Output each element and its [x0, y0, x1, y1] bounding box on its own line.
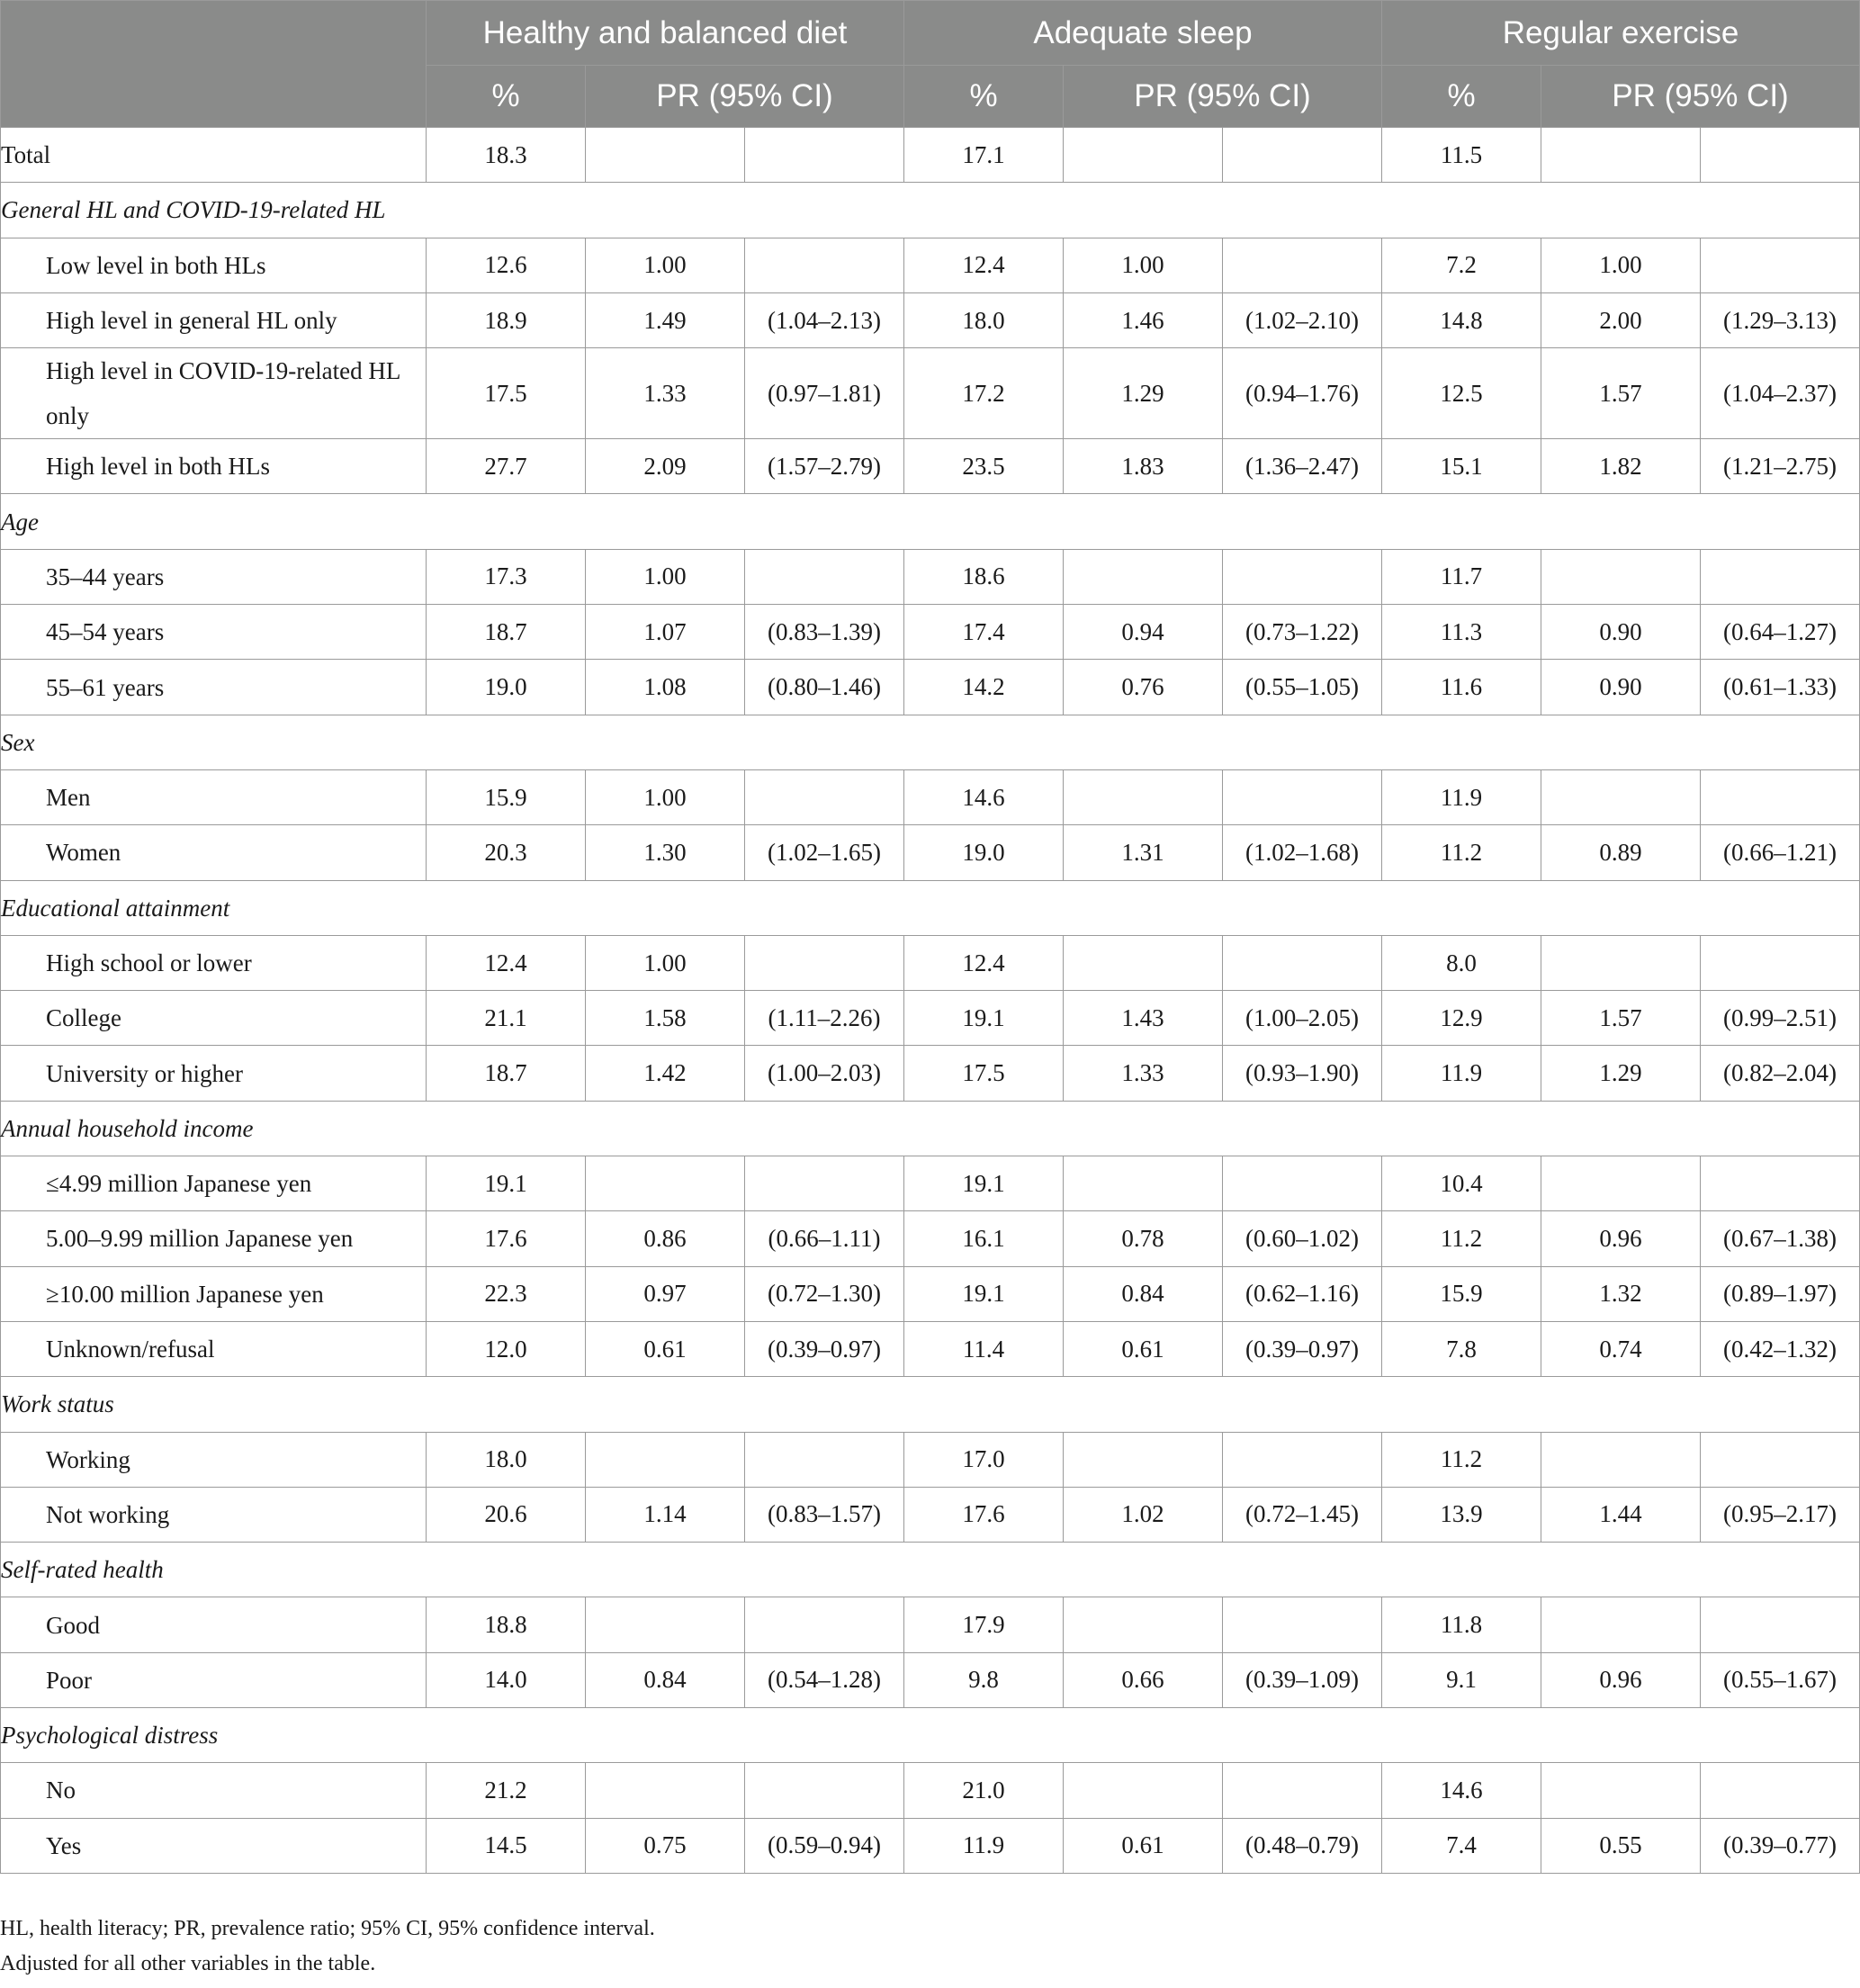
percent-cell: 11.2 [1382, 825, 1541, 880]
percent-cell: 20.3 [427, 825, 586, 880]
ci-cell: (0.62–1.16) [1223, 1266, 1382, 1321]
pr-cell: 1.00 [586, 769, 745, 824]
row-label: 5.00–9.99 million Japanese yen [1, 1211, 427, 1266]
ci-cell: (0.61–1.33) [1701, 660, 1860, 715]
percent-cell: 18.7 [427, 1046, 586, 1101]
pr-cell: 1.29 [1064, 348, 1223, 439]
pr-cell: 1.29 [1541, 1046, 1701, 1101]
header-pr-ci: PR (95% CI) [1064, 66, 1382, 128]
ci-cell: (0.80–1.46) [745, 660, 904, 715]
header-group-sleep: Adequate sleep [904, 1, 1382, 66]
pr-cell: 1.33 [586, 348, 745, 439]
pr-cell [1064, 769, 1223, 824]
row-label: Total [1, 128, 427, 183]
table-row [1, 128, 1860, 183]
pr-cell [1541, 769, 1701, 824]
percent-cell: 27.7 [427, 439, 586, 494]
category-label: Educational attainment [1, 880, 1860, 935]
table-notes [0, 1912, 655, 1982]
row-label: Unknown/refusal [1, 1321, 427, 1376]
pr-cell: 0.94 [1064, 605, 1223, 660]
percent-cell: 7.4 [1382, 1818, 1541, 1873]
pr-cell [1541, 128, 1701, 183]
percent-cell: 14.6 [904, 769, 1064, 824]
percent-cell: 20.6 [427, 1487, 586, 1542]
pr-cell: 0.90 [1541, 605, 1701, 660]
pr-cell: 1.08 [586, 660, 745, 715]
row-label: Not working [1, 1487, 427, 1542]
pr-cell: 0.76 [1064, 660, 1223, 715]
pr-cell [1064, 935, 1223, 990]
percent-cell: 13.9 [1382, 1487, 1541, 1542]
pr-cell: 0.66 [1064, 1652, 1223, 1707]
percent-cell: 21.0 [904, 1763, 1064, 1818]
ci-cell [745, 1432, 904, 1487]
ci-cell: (0.66–1.11) [745, 1211, 904, 1266]
row-label: Good [1, 1597, 427, 1652]
percent-cell: 12.4 [904, 935, 1064, 990]
percent-cell: 7.2 [1382, 238, 1541, 292]
ci-cell: (0.73–1.22) [1223, 605, 1382, 660]
table-row [1, 1652, 1860, 1707]
pr-cell: 0.84 [586, 1652, 745, 1707]
ci-cell [1223, 769, 1382, 824]
table-row [1, 825, 1860, 880]
pr-cell [1541, 1597, 1701, 1652]
percent-cell: 11.3 [1382, 605, 1541, 660]
ci-cell [745, 1597, 904, 1652]
pr-cell: 1.83 [1064, 439, 1223, 494]
table-row [1, 1321, 1860, 1376]
pr-cell [1064, 1763, 1223, 1818]
header-corner [1, 1, 427, 128]
percent-cell: 18.3 [427, 128, 586, 183]
pr-cell: 0.84 [1064, 1266, 1223, 1321]
pr-cell: 1.42 [586, 1046, 745, 1101]
table-row [1, 1156, 1860, 1211]
percent-cell: 12.4 [427, 935, 586, 990]
ci-cell [1701, 1156, 1860, 1211]
ci-cell: (1.11–2.26) [745, 991, 904, 1046]
pr-cell: 1.00 [586, 549, 745, 604]
percent-cell: 17.5 [904, 1046, 1064, 1101]
percent-cell: 14.8 [1382, 292, 1541, 347]
pr-cell: 0.96 [1541, 1211, 1701, 1266]
percent-cell: 11.2 [1382, 1211, 1541, 1266]
table-row [1, 1818, 1860, 1873]
pr-cell: 1.00 [586, 935, 745, 990]
ci-cell [745, 769, 904, 824]
row-label: High school or lower [1, 935, 427, 990]
percent-cell: 18.9 [427, 292, 586, 347]
pr-cell: 1.00 [586, 238, 745, 292]
ci-cell: (0.99–2.51) [1701, 991, 1860, 1046]
percent-cell: 12.0 [427, 1321, 586, 1376]
row-label: 35–44 years [1, 549, 427, 604]
header-percent: % [904, 66, 1064, 128]
ci-cell: (0.39–0.97) [745, 1321, 904, 1376]
ci-cell: (0.55–1.67) [1701, 1652, 1860, 1707]
pr-cell: 1.02 [1064, 1487, 1223, 1542]
percent-cell: 11.6 [1382, 660, 1541, 715]
percent-cell: 17.0 [904, 1432, 1064, 1487]
ci-cell [1701, 1763, 1860, 1818]
percent-cell: 18.0 [904, 292, 1064, 347]
percent-cell: 7.8 [1382, 1321, 1541, 1376]
percent-cell: 11.7 [1382, 549, 1541, 604]
table-row [1, 1432, 1860, 1487]
category-row [1, 715, 1860, 769]
table-row [1, 1763, 1860, 1818]
percent-cell: 15.9 [427, 769, 586, 824]
percent-cell: 14.6 [1382, 1763, 1541, 1818]
row-label: 45–54 years [1, 605, 427, 660]
ci-cell [1701, 1432, 1860, 1487]
ci-cell: (0.66–1.21) [1701, 825, 1860, 880]
percent-cell: 21.1 [427, 991, 586, 1046]
row-label: 55–61 years [1, 660, 427, 715]
row-label: Women [1, 825, 427, 880]
ci-cell [1223, 1763, 1382, 1818]
row-label: High level in COVID-19-related HL only [1, 348, 427, 439]
pr-cell [586, 1156, 745, 1211]
percent-cell: 14.0 [427, 1652, 586, 1707]
pr-cell: 0.90 [1541, 660, 1701, 715]
pr-cell [1541, 1763, 1701, 1818]
percent-cell: 14.2 [904, 660, 1064, 715]
percent-cell: 19.0 [904, 825, 1064, 880]
ci-cell [1223, 549, 1382, 604]
ci-cell: (1.04–2.13) [745, 292, 904, 347]
ci-cell: (0.64–1.27) [1701, 605, 1860, 660]
pr-cell: 1.82 [1541, 439, 1701, 494]
table-row [1, 935, 1860, 990]
percent-cell: 17.6 [904, 1487, 1064, 1542]
category-row [1, 880, 1860, 935]
percent-cell: 19.1 [427, 1156, 586, 1211]
pr-cell: 1.46 [1064, 292, 1223, 347]
pr-cell: 1.57 [1541, 348, 1701, 439]
header-percent: % [1382, 66, 1541, 128]
percent-cell: 12.9 [1382, 991, 1541, 1046]
pr-cell: 1.00 [1541, 238, 1701, 292]
percent-cell: 17.2 [904, 348, 1064, 439]
table-row [1, 549, 1860, 604]
table-header [1, 1, 1860, 128]
pr-cell: 1.07 [586, 605, 745, 660]
percent-cell: 17.9 [904, 1597, 1064, 1652]
ci-cell [745, 238, 904, 292]
header-row-groups [1, 1, 1860, 66]
pr-cell: 0.75 [586, 1818, 745, 1873]
ci-cell: (1.29–3.13) [1701, 292, 1860, 347]
category-row [1, 1708, 1860, 1763]
ci-cell: (0.42–1.32) [1701, 1321, 1860, 1376]
pr-cell [1064, 1156, 1223, 1211]
percent-cell: 9.1 [1382, 1652, 1541, 1707]
table-row [1, 605, 1860, 660]
ci-cell [1223, 935, 1382, 990]
percent-cell: 11.4 [904, 1321, 1064, 1376]
pr-cell [586, 128, 745, 183]
ci-cell: (0.93–1.90) [1223, 1046, 1382, 1101]
row-label: No [1, 1763, 427, 1818]
ci-cell: (1.57–2.79) [745, 439, 904, 494]
percent-cell: 16.1 [904, 1211, 1064, 1266]
ci-cell [1223, 238, 1382, 292]
ci-cell: (0.95–2.17) [1701, 1487, 1860, 1542]
ci-cell [1223, 1597, 1382, 1652]
ci-cell [1223, 128, 1382, 183]
percent-cell: 17.6 [427, 1211, 586, 1266]
percent-cell: 11.8 [1382, 1597, 1541, 1652]
ci-cell [1701, 128, 1860, 183]
table-row [1, 1211, 1860, 1266]
ci-cell: (0.83–1.39) [745, 605, 904, 660]
table-row [1, 348, 1860, 439]
row-label: High level in both HLs [1, 439, 427, 494]
category-label: Work status [1, 1377, 1860, 1432]
row-label: ≥10.00 million Japanese yen [1, 1266, 427, 1321]
percent-cell: 15.1 [1382, 439, 1541, 494]
ci-cell: (1.36–2.47) [1223, 439, 1382, 494]
ci-cell [745, 935, 904, 990]
ci-cell [1701, 769, 1860, 824]
ci-cell [1701, 238, 1860, 292]
ci-cell [745, 549, 904, 604]
header-pr-ci: PR (95% CI) [586, 66, 904, 128]
percent-cell: 17.4 [904, 605, 1064, 660]
pr-cell: 1.31 [1064, 825, 1223, 880]
ci-cell [745, 1156, 904, 1211]
pr-cell [1064, 549, 1223, 604]
percent-cell: 23.5 [904, 439, 1064, 494]
pr-cell [1064, 128, 1223, 183]
ci-cell: (0.48–0.79) [1223, 1818, 1382, 1873]
ci-cell: (0.59–0.94) [745, 1818, 904, 1873]
ci-cell: (1.00–2.05) [1223, 991, 1382, 1046]
pr-cell: 1.43 [1064, 991, 1223, 1046]
ci-cell: (0.97–1.81) [745, 348, 904, 439]
category-row [1, 183, 1860, 238]
row-label: Yes [1, 1818, 427, 1873]
percent-cell: 18.7 [427, 605, 586, 660]
row-label: College [1, 991, 427, 1046]
row-label: Working [1, 1432, 427, 1487]
table-row [1, 1487, 1860, 1542]
ci-cell: (0.72–1.45) [1223, 1487, 1382, 1542]
header-group-diet: Healthy and balanced diet [427, 1, 904, 66]
ci-cell [1223, 1432, 1382, 1487]
header-pr-ci: PR (95% CI) [1541, 66, 1860, 128]
percent-cell: 19.1 [904, 1266, 1064, 1321]
ci-cell: (0.94–1.76) [1223, 348, 1382, 439]
pr-cell [1541, 1432, 1701, 1487]
abbreviation-note: HL, health literacy; PR, prevalence ratio; 95% CI, 95% confidence interval. [0, 1917, 655, 1940]
pr-cell: 1.14 [586, 1487, 745, 1542]
category-label: Age [1, 494, 1860, 549]
ci-cell [1223, 1156, 1382, 1211]
percent-cell: 19.1 [904, 1156, 1064, 1211]
pr-cell: 0.61 [1064, 1321, 1223, 1376]
pr-cell [1064, 1432, 1223, 1487]
category-label: Psychological distress [1, 1708, 1860, 1763]
table-row [1, 238, 1860, 292]
percent-cell: 9.8 [904, 1652, 1064, 1707]
ci-cell: (0.83–1.57) [745, 1487, 904, 1542]
pr-cell: 1.32 [1541, 1266, 1701, 1321]
ci-cell: (1.02–1.68) [1223, 825, 1382, 880]
ci-cell: (0.54–1.28) [745, 1652, 904, 1707]
category-row [1, 1543, 1860, 1597]
percent-cell: 12.6 [427, 238, 586, 292]
percent-cell: 12.4 [904, 238, 1064, 292]
percent-cell: 18.6 [904, 549, 1064, 604]
table-row [1, 1266, 1860, 1321]
percent-cell: 17.3 [427, 549, 586, 604]
table-row [1, 292, 1860, 347]
pr-cell: 1.57 [1541, 991, 1701, 1046]
pr-cell: 1.30 [586, 825, 745, 880]
ci-cell [1701, 1597, 1860, 1652]
pr-cell: 0.61 [1064, 1818, 1223, 1873]
percent-cell: 11.5 [1382, 128, 1541, 183]
ci-cell [1701, 549, 1860, 604]
percent-cell: 18.8 [427, 1597, 586, 1652]
pr-cell: 1.49 [586, 292, 745, 347]
pr-cell: 1.44 [1541, 1487, 1701, 1542]
percent-cell: 17.1 [904, 128, 1064, 183]
pr-cell [1541, 1156, 1701, 1211]
percent-cell: 14.5 [427, 1818, 586, 1873]
percent-cell: 17.5 [427, 348, 586, 439]
ci-cell: (0.82–2.04) [1701, 1046, 1860, 1101]
pr-cell: 0.78 [1064, 1211, 1223, 1266]
category-row [1, 1377, 1860, 1432]
pr-cell: 0.89 [1541, 825, 1701, 880]
ci-cell: (1.02–2.10) [1223, 292, 1382, 347]
pr-cell: 0.61 [586, 1321, 745, 1376]
percent-cell: 15.9 [1382, 1266, 1541, 1321]
percent-cell: 11.9 [904, 1818, 1064, 1873]
ci-cell: (1.21–2.75) [1701, 439, 1860, 494]
pr-cell: 0.97 [586, 1266, 745, 1321]
percent-cell: 10.4 [1382, 1156, 1541, 1211]
pr-cell [1541, 935, 1701, 990]
ci-cell: (0.39–0.97) [1223, 1321, 1382, 1376]
row-label: High level in general HL only [1, 292, 427, 347]
pr-cell [586, 1432, 745, 1487]
ci-cell: (1.00–2.03) [745, 1046, 904, 1101]
ci-cell: (1.04–2.37) [1701, 348, 1860, 439]
row-label: ≤4.99 million Japanese yen [1, 1156, 427, 1211]
table-row [1, 660, 1860, 715]
pr-cell: 1.00 [1064, 238, 1223, 292]
ci-cell [1701, 935, 1860, 990]
pr-cell: 1.33 [1064, 1046, 1223, 1101]
pr-cell: 0.55 [1541, 1818, 1701, 1873]
percent-cell: 11.9 [1382, 1046, 1541, 1101]
pr-cell: 1.58 [586, 991, 745, 1046]
ci-cell: (0.72–1.30) [745, 1266, 904, 1321]
row-label: University or higher [1, 1046, 427, 1101]
pr-cell: 0.96 [1541, 1652, 1701, 1707]
percent-cell: 19.0 [427, 660, 586, 715]
pr-cell [1064, 1597, 1223, 1652]
ci-cell [745, 1763, 904, 1818]
table-row [1, 991, 1860, 1046]
row-label: Poor [1, 1652, 427, 1707]
row-label: Men [1, 769, 427, 824]
adjustment-note: Adjusted for all other variables in the table. [0, 1952, 376, 1975]
pr-cell [1541, 549, 1701, 604]
ci-cell: (0.60–1.02) [1223, 1211, 1382, 1266]
ci-cell: (1.02–1.65) [745, 825, 904, 880]
percent-cell: 12.5 [1382, 348, 1541, 439]
pr-cell: 2.00 [1541, 292, 1701, 347]
category-row [1, 494, 1860, 549]
pr-cell: 2.09 [586, 439, 745, 494]
ci-cell: (0.39–1.09) [1223, 1652, 1382, 1707]
percent-cell: 21.2 [427, 1763, 586, 1818]
ci-cell: (0.55–1.05) [1223, 660, 1382, 715]
pr-cell: 0.74 [1541, 1321, 1701, 1376]
header-group-exercise: Regular exercise [1382, 1, 1860, 66]
table-row [1, 1046, 1860, 1101]
table-row [1, 1597, 1860, 1652]
category-row [1, 1101, 1860, 1156]
category-label: Sex [1, 715, 1860, 769]
ci-cell: (0.67–1.38) [1701, 1211, 1860, 1266]
category-label: Self-rated health [1, 1543, 1860, 1597]
table-body [1, 128, 1860, 1874]
percent-cell: 8.0 [1382, 935, 1541, 990]
pr-cell [586, 1597, 745, 1652]
category-label: Annual household income [1, 1101, 1860, 1156]
percent-cell: 18.0 [427, 1432, 586, 1487]
percent-cell: 11.9 [1382, 769, 1541, 824]
pr-cell: 0.86 [586, 1211, 745, 1266]
ci-cell: (0.39–0.77) [1701, 1818, 1860, 1873]
ci-cell [745, 128, 904, 183]
percent-cell: 19.1 [904, 991, 1064, 1046]
percent-cell: 11.2 [1382, 1432, 1541, 1487]
table-row [1, 439, 1860, 494]
category-label: General HL and COVID-19-related HL [1, 183, 1860, 238]
header-percent: % [427, 66, 586, 128]
row-label: Low level in both HLs [1, 238, 427, 292]
table-row [1, 769, 1860, 824]
ci-cell: (0.89–1.97) [1701, 1266, 1860, 1321]
percent-cell: 22.3 [427, 1266, 586, 1321]
pr-cell [586, 1763, 745, 1818]
